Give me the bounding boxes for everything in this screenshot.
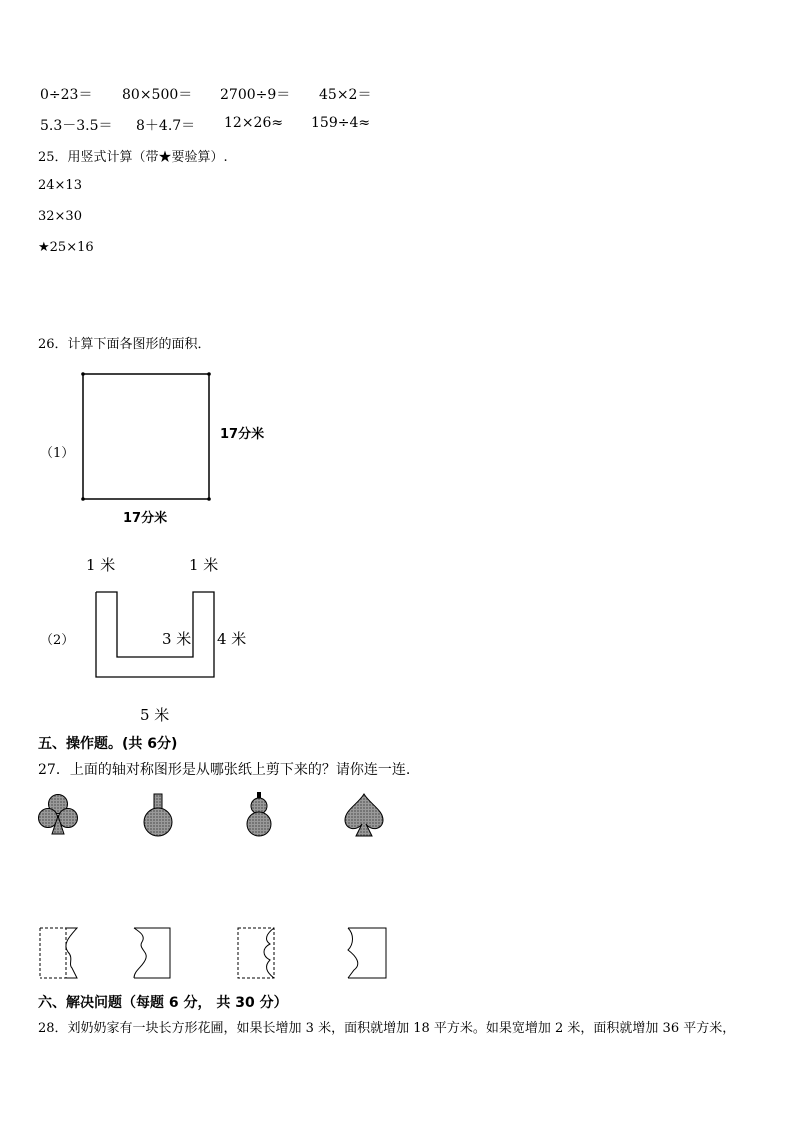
q26-title: 26．计算下面各图形的面积． xyxy=(38,337,211,352)
fig2-top-left: 1 米 xyxy=(86,556,116,574)
arith-3: 2700÷9＝ xyxy=(220,87,291,103)
fig2-inner-height: 3 米 xyxy=(162,630,192,648)
paper-cut-1-icon xyxy=(40,928,77,978)
arith-6: 8＋4.7＝ xyxy=(136,118,196,134)
paper-cut-4-icon xyxy=(348,928,386,978)
fig1-side-right: 17分米 xyxy=(220,427,265,442)
arith-4: 45×2＝ xyxy=(319,87,372,103)
arith-5: 5.3－3.5＝ xyxy=(40,118,113,134)
paper-cut-2-icon xyxy=(134,928,170,978)
q27-title: 27．上面的轴对称图形是从哪张纸上剪下来的？请你连一连. xyxy=(38,762,411,778)
arith-2: 80×500＝ xyxy=(122,87,193,103)
q25-title: 25．用竖式计算（带★要验算）. xyxy=(38,150,228,165)
fig1-label: （1） xyxy=(40,446,75,461)
arith-7: 12×26≈ xyxy=(224,115,284,131)
arith-1: 0÷23＝ xyxy=(40,87,93,103)
q28-text: 28．刘奶奶家有一块长方形花圃，如果长增加 3 米，面积就增加 18 平方米。如果宽增加 2 米，面积就增加 36 平方米， xyxy=(38,1021,736,1036)
q25-item-2: 32×30 xyxy=(38,209,82,224)
fig2-label: （2） xyxy=(40,633,75,648)
fig2-bottom: 5 米 xyxy=(140,706,170,724)
fig1-side-bottom: 17分米 xyxy=(123,511,168,526)
fig2-top-right: 1 米 xyxy=(189,556,219,574)
q25-item-3: ★25×16 xyxy=(38,240,94,255)
arith-8: 159÷4≈ xyxy=(311,115,371,131)
section5-title: 五、操作题。(共 6分) xyxy=(38,736,178,752)
fig2-outer-height: 4 米 xyxy=(217,630,247,648)
paper-cut-3-icon xyxy=(238,928,274,978)
q25-item-1: 24×13 xyxy=(38,178,82,193)
section6-title: 六、解决问题（每题 6 分， 共 30 分） xyxy=(38,995,288,1011)
